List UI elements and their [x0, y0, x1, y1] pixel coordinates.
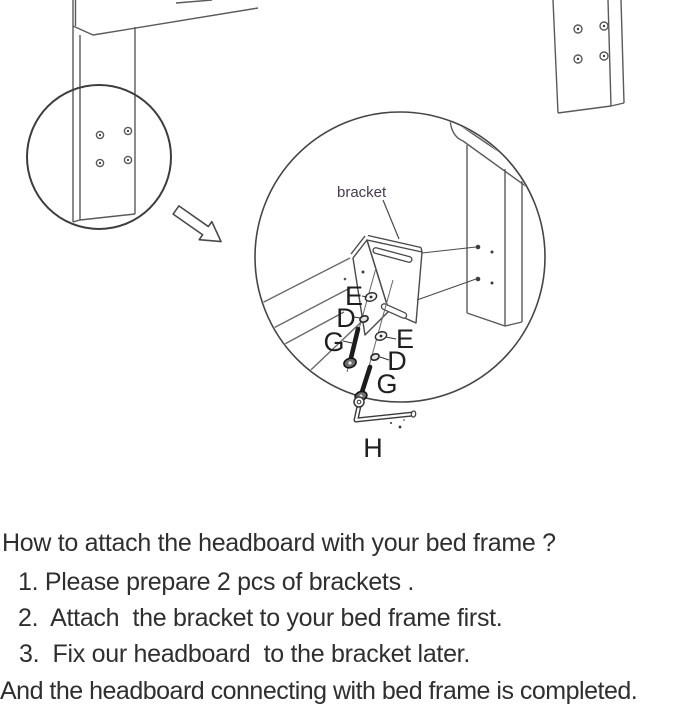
- spring-washer: [370, 353, 380, 362]
- part-label-g-left: G: [323, 327, 345, 357]
- instructions-footer: And the headboard connecting with bed frame is completed.: [0, 677, 638, 705]
- instruction-step-2: 2. Attach the bracket to your bed frame first.: [18, 604, 503, 632]
- bracket-label-leader: [383, 200, 399, 239]
- part-label-h: H: [363, 433, 383, 463]
- part-label-d-left: D: [336, 303, 356, 333]
- bolt: [343, 329, 358, 369]
- bracket-label: bracket: [337, 184, 387, 201]
- part-label-e-left: E: [344, 281, 364, 311]
- headboard-corner-drawing: [73, 0, 258, 222]
- part-label-e-right: E: [395, 324, 415, 354]
- bolt: [354, 367, 370, 402]
- leg-bolt-holes: [574, 22, 608, 63]
- part-label-d-right: D: [387, 346, 407, 376]
- instruction-step-3: 3. Fix our headboard to the bracket later.: [19, 640, 470, 668]
- leg-bolt-holes: [96, 127, 131, 166]
- ink-specks: [390, 419, 405, 428]
- detail-headboard-leg: [450, 108, 545, 326]
- instructions-heading: How to attach the headboard with your bed frame ?: [2, 529, 556, 557]
- part-label-g-right: G: [376, 369, 398, 399]
- instruction-step-1: 1. Please prepare 2 pcs of brackets .: [18, 568, 415, 596]
- headboard-leg-drawing: [553, 0, 624, 113]
- leg-holes-magnifier-circle: [27, 85, 171, 229]
- leg-bolt-holes: [476, 245, 494, 285]
- zoom-arrow-icon: [170, 201, 228, 251]
